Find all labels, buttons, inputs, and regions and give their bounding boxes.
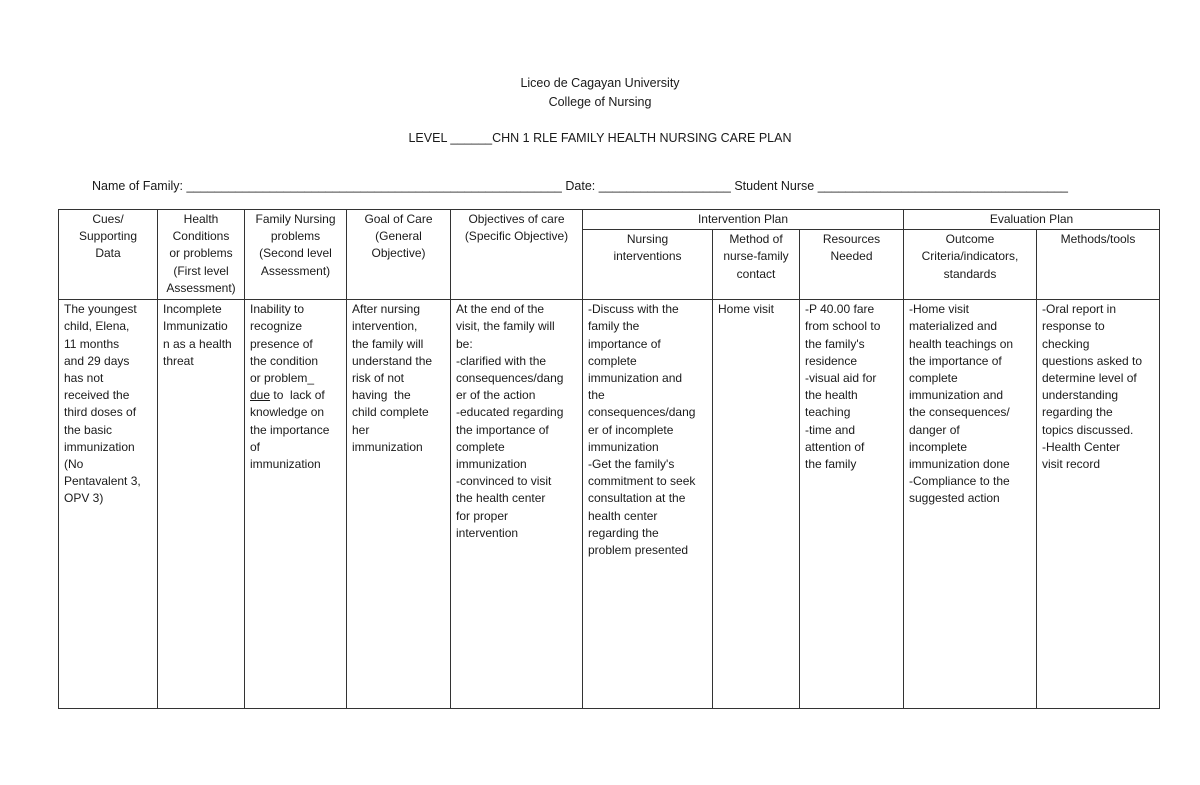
cell-line: immunization	[456, 457, 527, 472]
cell-line: topics discussed.	[1042, 422, 1134, 437]
cell-line: (Second level	[259, 246, 332, 261]
cell-health-conditions	[158, 300, 245, 709]
cell-line: the importance of	[909, 353, 1002, 368]
cell-line: -Discuss with the	[588, 302, 679, 317]
cell-line: Home visit	[718, 302, 775, 317]
header-goal-of-care	[347, 210, 451, 300]
cell-line: Resources	[822, 232, 881, 247]
cell-line: visit, the family will	[456, 319, 555, 334]
cell-line: consultation at the	[588, 491, 686, 506]
cell-line: immunization and	[588, 371, 683, 386]
cell-nursing-interventions	[583, 300, 713, 709]
cell-line: OPV 3)	[64, 491, 104, 506]
cell-line: child, Elena,	[64, 319, 130, 334]
cell-line: the basic	[64, 422, 113, 437]
cell-line: Health	[183, 212, 219, 226]
cell-line	[250, 387, 341, 404]
cell-line: third doses of	[64, 405, 137, 420]
cell-line: n as a health	[163, 336, 232, 351]
cell-methods-tools	[1037, 300, 1160, 709]
cell-line: After nursing	[352, 302, 421, 317]
cell-cues	[59, 300, 158, 709]
cell-line: standards	[943, 266, 997, 281]
cell-line: the condition	[250, 353, 319, 368]
cell-line: incomplete	[909, 439, 968, 454]
header-objectives-of-care	[451, 210, 583, 300]
plan-title: LEVEL ______CHN 1 RLE FAMILY HEALTH NURSING CARE PLAN	[408, 131, 792, 145]
cell-line: materialized and	[909, 319, 998, 334]
header-methods-tools	[1037, 230, 1160, 300]
cell-line: Data	[95, 246, 121, 261]
cell-line: (No	[64, 457, 84, 472]
cell-line: The youngest	[64, 302, 137, 317]
cell-line: suggested action	[909, 491, 1000, 506]
cell-line: the	[588, 388, 605, 403]
cell-line: -educated regarding	[456, 405, 564, 420]
cell-line: -Compliance to the	[909, 474, 1010, 489]
cell-line: her	[352, 422, 370, 437]
cell-line: immunization	[352, 439, 423, 454]
cell-line: understanding	[1042, 388, 1119, 403]
cell-line: received the	[64, 388, 130, 403]
cell-objectives-of-care	[451, 300, 583, 709]
cell-line: has not	[64, 371, 104, 386]
table-row	[59, 300, 1160, 709]
student-nurse-label: Student Nurse	[734, 179, 815, 193]
cell-line: contact	[736, 266, 776, 281]
cell-line: for proper	[456, 508, 509, 523]
cell-line: Assessment)	[260, 263, 331, 278]
cell-line: er of the action	[456, 388, 536, 403]
header-health-conditions	[158, 210, 245, 300]
cell-line: Conditions	[172, 229, 230, 244]
date-label: Date:	[565, 179, 596, 193]
care-plan-table	[58, 209, 1160, 709]
cell-line: Inability to	[250, 302, 305, 317]
cell-line: the health center	[456, 491, 546, 506]
cell-line: child complete	[352, 405, 429, 420]
cell-line: Immunizatio	[163, 319, 228, 334]
cell-line: regarding the	[588, 525, 659, 540]
underlined-word: due	[250, 388, 271, 403]
cell-line: Methods/tools	[1060, 232, 1136, 247]
family-name-field[interactable]: ______________________________________________________	[186, 179, 562, 193]
cell-family-nursing-problems	[245, 300, 347, 709]
cell-line: er of incomplete	[588, 422, 674, 437]
cell-line: complete	[588, 353, 637, 368]
header-intervention-plan: Intervention Plan	[583, 210, 904, 230]
cell-line: having the	[352, 388, 411, 403]
cell-line: -Oral report in	[1042, 302, 1117, 317]
cell-line: attention of	[805, 439, 865, 454]
cell-line: immunization and	[909, 388, 1004, 403]
cell-line: Goal of Care	[364, 212, 433, 226]
cell-line: (General	[375, 229, 422, 244]
cell-line: Assessment)	[166, 280, 236, 295]
cell-line: consequences/dang	[456, 371, 564, 386]
cell-line: -Get the family's	[588, 457, 675, 472]
cell-line: danger of	[909, 422, 960, 437]
header-outcome-criteria	[904, 230, 1037, 300]
cell-line: complete	[909, 371, 958, 386]
cell-line: Method of	[729, 232, 783, 247]
cell-line: knowledge on	[250, 405, 325, 420]
cell-line: (Specific Objective)	[464, 229, 569, 244]
cell-line: problems	[270, 229, 321, 244]
cell-line: 11 months	[64, 336, 120, 351]
header-nursing-interventions	[583, 230, 713, 300]
cell-line: questions asked to	[1042, 353, 1143, 368]
cell-line: immunization	[64, 439, 135, 454]
university-name: Liceo de Cagayan University	[520, 76, 680, 90]
cell-line: intervention	[456, 525, 519, 540]
header-row-1	[59, 210, 1160, 230]
cell-line: the health	[805, 388, 858, 403]
cell-line: importance of	[588, 336, 661, 351]
cell-line: Family Nursing	[255, 212, 336, 226]
cell-line: the importance	[250, 422, 330, 437]
cell-line: interventions	[613, 249, 682, 264]
header-evaluation-plan: Evaluation Plan	[904, 210, 1160, 230]
cell-line: of	[250, 439, 261, 454]
cell-line: immunization	[588, 439, 659, 454]
cell-line: complete	[456, 439, 505, 454]
cell-line: immunization done	[909, 457, 1010, 472]
date-field[interactable]: ___________________	[598, 179, 731, 193]
cell-line: regarding the	[1042, 405, 1113, 420]
cell-line: the importance of	[456, 422, 549, 437]
cell-line: health teachings on	[909, 336, 1014, 351]
header-cues	[59, 210, 158, 300]
cell-line: Nursing	[626, 232, 669, 247]
cell-line: or problems	[169, 246, 233, 261]
college-name: College of Nursing	[548, 95, 652, 109]
cell-line: (First level	[173, 263, 229, 278]
cell-line: the family	[805, 457, 857, 472]
cell-line: -time and	[805, 422, 856, 437]
cell-outcome-criteria	[904, 300, 1037, 709]
cell-line: the family will	[352, 336, 424, 351]
cell-line: -clarified with the	[456, 353, 547, 368]
cell-line: residence	[805, 353, 858, 368]
cell-line: recognize	[250, 319, 303, 334]
header-family-nursing-problems	[245, 210, 347, 300]
cell-line: Pentavalent 3,	[64, 474, 141, 489]
family-name-label: Name of Family:	[92, 179, 183, 193]
cell-line: understand the	[352, 353, 433, 368]
cell-line: -Home visit	[909, 302, 970, 317]
cell-resources-needed	[800, 300, 904, 709]
cell-line: family the	[588, 319, 640, 334]
cell-line: presence of	[250, 336, 313, 351]
cell-line: teaching	[805, 405, 851, 420]
cell-line: the consequences/	[909, 405, 1010, 420]
cell-line: the family's	[805, 336, 865, 351]
cell-line: At the end of the	[456, 302, 545, 317]
cell-line: checking	[1042, 336, 1090, 351]
cell-line: and 29 days	[64, 353, 130, 368]
cell-line: consequences/dang	[588, 405, 696, 420]
cell-line: be:	[456, 336, 473, 351]
cell-line: visit record	[1042, 457, 1101, 472]
cell-line: risk of not	[352, 371, 405, 386]
cell-line: Objectives of care	[468, 212, 565, 226]
cell-line: or problem_	[250, 371, 315, 386]
cell-line: Objective)	[371, 246, 426, 261]
cell-line: intervention,	[352, 319, 418, 334]
cell-line: nurse-family	[723, 249, 789, 264]
cell-line: from school to	[805, 319, 881, 334]
cell-goal-of-care	[347, 300, 451, 709]
cell-line: -Health Center	[1042, 439, 1121, 454]
cell-line: Criteria/indicators,	[921, 249, 1019, 264]
cell-line: Cues/	[92, 212, 124, 226]
cell-line-rest: to lack of	[270, 388, 325, 403]
cell-line: -convinced to visit	[456, 474, 552, 489]
cell-line: -visual aid for	[805, 371, 877, 386]
cell-line: immunization	[250, 457, 321, 472]
cell-line: -P 40.00 fare	[805, 302, 875, 317]
cell-line: threat	[163, 353, 194, 368]
cell-line: Outcome	[945, 232, 995, 247]
cell-line: determine level of	[1042, 371, 1137, 386]
cell-line: Needed	[830, 249, 873, 264]
cell-line: Incomplete	[163, 302, 222, 317]
cell-line: response to	[1042, 319, 1105, 334]
cell-line: Supporting	[78, 229, 138, 244]
cell-line: problem presented	[588, 543, 689, 558]
cell-line: health center	[588, 508, 658, 523]
cell-method-of-contact	[713, 300, 800, 709]
cell-line: commitment to seek	[588, 474, 696, 489]
student-nurse-field[interactable]: ____________________________________	[817, 179, 1069, 193]
header-resources-needed	[800, 230, 904, 300]
header-method-of-contact	[713, 230, 800, 300]
family-info-line	[92, 179, 1068, 193]
